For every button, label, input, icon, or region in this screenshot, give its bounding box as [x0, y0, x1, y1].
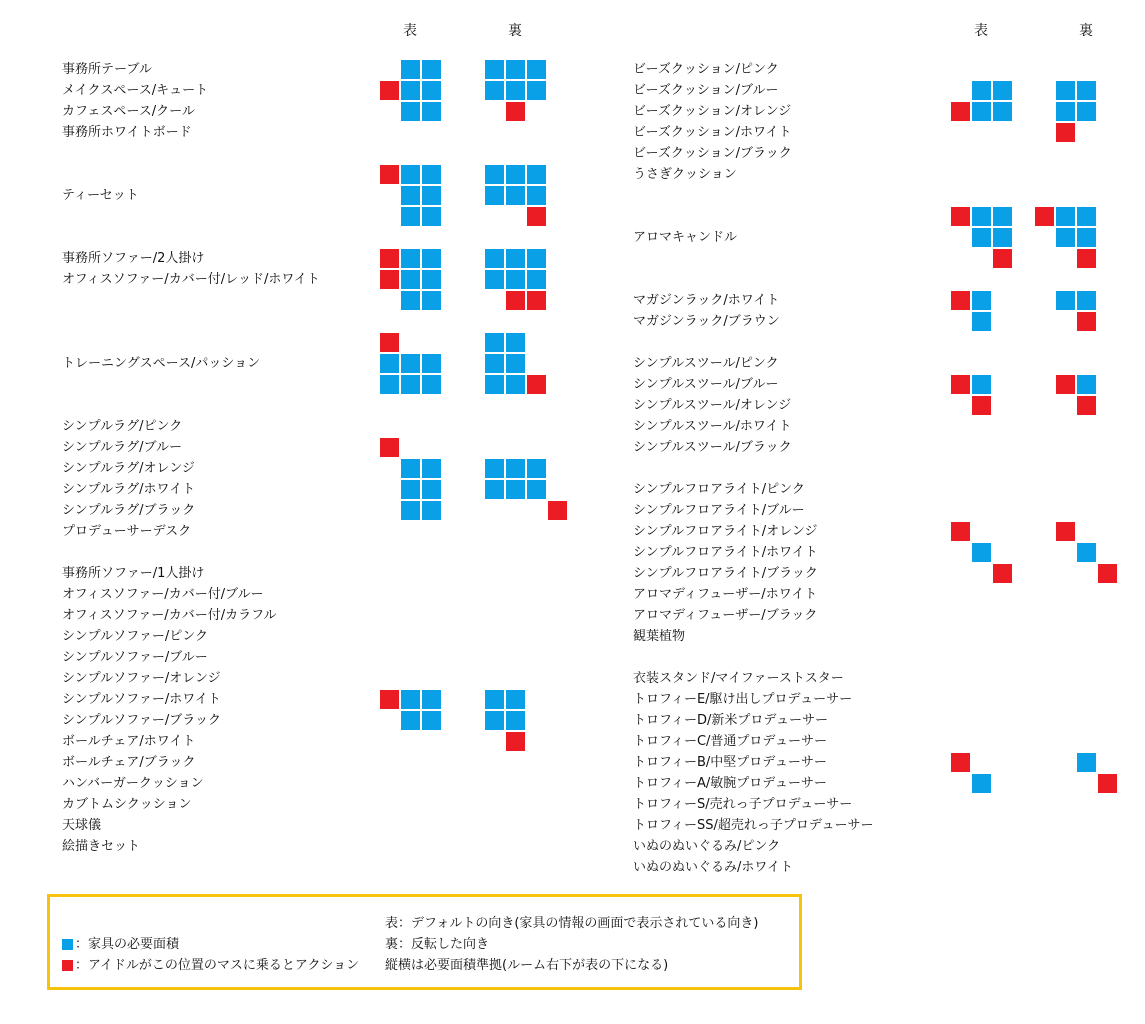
item-label: シンプルソファー/ブラック: [62, 713, 222, 728]
action-cell: [526, 206, 547, 227]
area-cell: [484, 689, 505, 710]
area-cell: [421, 101, 442, 122]
area-cell: [400, 353, 421, 374]
area-cell: [421, 164, 442, 185]
item-label: ビーズクッション/ブルー: [633, 83, 779, 98]
area-cell: [484, 185, 505, 206]
area-cell: [400, 185, 421, 206]
action-cell: [950, 374, 971, 395]
item-label: シンプルスツール/オレンジ: [633, 398, 792, 413]
item-label: トロフィーE/駆け出しプロデューサー: [633, 692, 853, 707]
legend-box: [47, 894, 802, 990]
area-cell: [992, 206, 1013, 227]
area-cell: [526, 59, 547, 80]
action-cell: [379, 248, 400, 269]
item-label: オフィスソファー/カバー付/ブルー: [62, 587, 264, 602]
area-cell: [505, 164, 526, 185]
area-cell: [1055, 227, 1076, 248]
item-label: シンプルソファー/ブルー: [62, 650, 208, 665]
area-cell: [400, 500, 421, 521]
area-cell: [484, 458, 505, 479]
item-label: トロフィーA/敏腕プロデューサー: [633, 776, 827, 791]
area-cell: [505, 269, 526, 290]
action-cell: [950, 101, 971, 122]
action-cell: [1055, 521, 1076, 542]
item-label: トロフィーSS/超売れっ子プロデューサー: [633, 818, 874, 833]
area-cell: [971, 773, 992, 794]
area-cell: [505, 59, 526, 80]
area-cell: [421, 206, 442, 227]
area-cell: [505, 80, 526, 101]
action-cell: [505, 290, 526, 311]
item-label: カブトムシクッション: [62, 797, 192, 812]
area-cell: [400, 479, 421, 500]
area-cell: [505, 353, 526, 374]
area-cell: [421, 353, 442, 374]
area-cell: [505, 248, 526, 269]
area-cell: [421, 269, 442, 290]
action-cell: [526, 290, 547, 311]
item-label: シンプルソファー/オレンジ: [62, 671, 221, 686]
area-cell: [421, 59, 442, 80]
area-cell: [400, 374, 421, 395]
left-back-header: 裏: [508, 23, 522, 39]
item-label: トロフィーS/売れっ子プロデューサー: [633, 797, 853, 812]
item-label: プロデューサーデスク: [62, 524, 192, 539]
item-label: トロフィーB/中堅プロデューサー: [633, 755, 827, 770]
item-label: オフィスソファー/カバー付/カラフル: [62, 608, 277, 623]
area-cell: [421, 248, 442, 269]
area-cell: [421, 458, 442, 479]
action-cell: [379, 80, 400, 101]
area-cell: [505, 458, 526, 479]
item-label: カフェスペース/クール: [62, 104, 195, 119]
item-label: ビーズクッション/ブラック: [633, 146, 792, 161]
area-cell: [1055, 80, 1076, 101]
area-cell: [400, 458, 421, 479]
item-label: 事務所ソファー/2人掛け: [62, 251, 205, 266]
area-cell: [971, 290, 992, 311]
area-cell: [400, 164, 421, 185]
item-label: メイクスペース/キュート: [62, 83, 209, 98]
item-label: トロフィーD/新米プロデューサー: [633, 713, 828, 728]
item-label: シンプルラグ/オレンジ: [62, 461, 195, 476]
right-front-header: 表: [974, 23, 988, 39]
red-swatch-icon: [62, 960, 73, 971]
area-cell: [400, 710, 421, 731]
area-cell: [1076, 227, 1097, 248]
area-cell: [1076, 101, 1097, 122]
right-back-header: 裏: [1079, 23, 1093, 39]
area-cell: [379, 353, 400, 374]
item-label: アロマディフューザー/ホワイト: [633, 587, 818, 602]
area-cell: [400, 290, 421, 311]
area-cell: [526, 80, 547, 101]
action-cell: [992, 248, 1013, 269]
item-label: マガジンラック/ホワイト: [633, 293, 780, 308]
area-cell: [484, 164, 505, 185]
item-label: シンプルラグ/ブラック: [62, 503, 196, 518]
item-label: シンプルラグ/ホワイト: [62, 482, 196, 497]
legend-orientation-text: 縦横は必要面積準拠(ルーム右下が表の下になる): [385, 958, 669, 973]
area-cell: [484, 248, 505, 269]
area-cell: [1076, 290, 1097, 311]
item-label: いぬのぬいぐるみ/ピンク: [633, 839, 781, 854]
area-cell: [526, 185, 547, 206]
item-label: シンプルスツール/ピンク: [633, 356, 779, 371]
area-cell: [505, 332, 526, 353]
area-cell: [526, 164, 547, 185]
area-cell: [971, 311, 992, 332]
item-label: ボールチェア/ホワイト: [62, 734, 196, 749]
area-cell: [400, 248, 421, 269]
action-cell: [950, 521, 971, 542]
item-label: シンプルフロアライト/ホワイト: [633, 545, 818, 560]
area-cell: [992, 227, 1013, 248]
area-cell: [421, 500, 442, 521]
legend-red-text: ：アイドルがこの位置のマスに乗るとアクション: [75, 958, 360, 973]
action-cell: [1097, 773, 1118, 794]
item-label: シンプルフロアライト/ピンク: [633, 482, 805, 497]
action-cell: [379, 164, 400, 185]
item-label: アロマディフューザー/ブラック: [633, 608, 818, 623]
area-cell: [484, 374, 505, 395]
action-cell: [526, 374, 547, 395]
area-cell: [1076, 752, 1097, 773]
area-cell: [1076, 206, 1097, 227]
area-cell: [526, 248, 547, 269]
item-label: シンプルソファー/ホワイト: [62, 692, 221, 707]
item-label: ハンバーガークッション: [62, 776, 204, 791]
item-label: マガジンラック/ブラウン: [633, 314, 780, 329]
action-cell: [1097, 563, 1118, 584]
action-cell: [950, 290, 971, 311]
area-cell: [1055, 101, 1076, 122]
area-cell: [400, 689, 421, 710]
area-cell: [484, 80, 505, 101]
item-label: シンプルソファー/ピンク: [62, 629, 209, 644]
area-cell: [992, 80, 1013, 101]
area-cell: [1055, 206, 1076, 227]
area-cell: [484, 479, 505, 500]
area-cell: [1076, 80, 1097, 101]
action-cell: [505, 731, 526, 752]
item-label: 衣装スタンド/マイファーストスター: [633, 671, 844, 686]
action-cell: [992, 563, 1013, 584]
area-cell: [421, 479, 442, 500]
action-cell: [950, 206, 971, 227]
item-label: オフィスソファー/カバー付/レッド/ホワイト: [62, 272, 320, 287]
item-label: シンプルフロアライト/ブルー: [633, 503, 805, 518]
area-cell: [421, 290, 442, 311]
item-label: 事務所ホワイトボード: [62, 125, 192, 140]
area-cell: [1076, 542, 1097, 563]
area-cell: [1055, 290, 1076, 311]
area-cell: [992, 101, 1013, 122]
item-label: シンプルフロアライト/オレンジ: [633, 524, 818, 539]
legend-front-text: 表：デフォルトの向き(家具の情報の画面で表示されている向き): [385, 916, 759, 931]
action-cell: [1076, 311, 1097, 332]
item-label: シンプルスツール/ブラック: [633, 440, 792, 455]
action-cell: [1055, 374, 1076, 395]
area-cell: [505, 374, 526, 395]
area-cell: [379, 374, 400, 395]
area-cell: [971, 80, 992, 101]
item-label: 絵描きセット: [62, 839, 141, 854]
action-cell: [379, 269, 400, 290]
item-label: シンプルラグ/ピンク: [62, 419, 183, 434]
area-cell: [526, 269, 547, 290]
action-cell: [1076, 248, 1097, 269]
item-label: シンプルスツール/ブルー: [633, 377, 779, 392]
area-cell: [421, 185, 442, 206]
legend-back-text: 裏：反転した向き: [385, 937, 490, 952]
area-cell: [505, 710, 526, 731]
area-cell: [400, 269, 421, 290]
item-label: 観葉植物: [633, 629, 686, 644]
action-cell: [379, 437, 400, 458]
item-label: アロマキャンドル: [633, 230, 738, 245]
area-cell: [971, 227, 992, 248]
area-cell: [484, 59, 505, 80]
item-label: 事務所ソファー/1人掛け: [62, 566, 205, 581]
area-cell: [421, 80, 442, 101]
action-cell: [971, 395, 992, 416]
area-cell: [484, 710, 505, 731]
item-label: 事務所テーブル: [62, 62, 152, 77]
item-label: ティーセット: [62, 188, 139, 203]
area-cell: [971, 206, 992, 227]
blue-swatch-icon: [62, 939, 73, 950]
area-cell: [1076, 374, 1097, 395]
left-front-header: 表: [403, 23, 417, 39]
action-cell: [505, 101, 526, 122]
area-cell: [484, 353, 505, 374]
area-cell: [484, 332, 505, 353]
area-cell: [400, 59, 421, 80]
action-cell: [1076, 395, 1097, 416]
area-cell: [400, 80, 421, 101]
area-cell: [505, 479, 526, 500]
area-cell: [971, 374, 992, 395]
item-label: ビーズクッション/オレンジ: [633, 104, 792, 119]
area-cell: [421, 689, 442, 710]
action-cell: [1034, 206, 1055, 227]
action-cell: [950, 752, 971, 773]
legend-blue-text: ：家具の必要面積: [75, 937, 180, 952]
item-label: いぬのぬいぐるみ/ホワイト: [633, 860, 793, 875]
area-cell: [971, 101, 992, 122]
item-label: シンプルフロアライト/ブラック: [633, 566, 818, 581]
item-label: うさぎクッション: [633, 167, 737, 182]
item-label: トロフィーC/普通プロデューサー: [633, 734, 828, 749]
area-cell: [526, 458, 547, 479]
action-cell: [379, 332, 400, 353]
item-label: ビーズクッション/ホワイト: [633, 125, 792, 140]
item-label: トレーニングスペース/パッション: [62, 356, 261, 371]
area-cell: [400, 101, 421, 122]
action-cell: [379, 689, 400, 710]
area-cell: [505, 689, 526, 710]
action-cell: [1055, 122, 1076, 143]
area-cell: [505, 185, 526, 206]
area-cell: [421, 374, 442, 395]
item-label: シンプルラグ/ブルー: [62, 440, 183, 455]
item-label: ビーズクッション/ピンク: [633, 62, 779, 77]
area-cell: [421, 710, 442, 731]
area-cell: [400, 206, 421, 227]
action-cell: [547, 500, 568, 521]
area-cell: [484, 269, 505, 290]
item-label: 天球儀: [62, 818, 102, 833]
item-label: シンプルスツール/ホワイト: [633, 419, 792, 434]
area-cell: [526, 479, 547, 500]
area-cell: [971, 542, 992, 563]
item-label: ボールチェア/ブラック: [62, 755, 196, 770]
